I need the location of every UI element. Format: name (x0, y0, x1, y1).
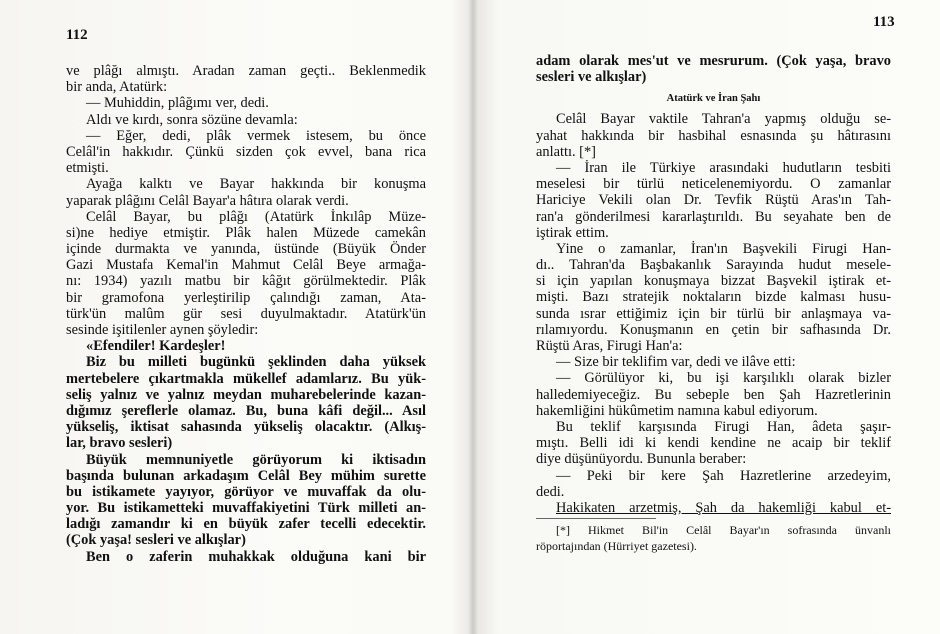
speech-line: mertebelere çıkartmakla mükellef adamlarız. Bu yük- (66, 370, 426, 387)
speech-line: lar, bravo sesleri) (66, 435, 173, 452)
text-line: mıştı. Belli idi ki kendi kendine ne acaip bir teklif (536, 435, 891, 452)
text-line: Hariciye Vekili olan Dr. Tevfik Rüştü Aras'ın Tah- (536, 192, 891, 209)
text-line: yaparak plâğını Celâl Bayar'a hâtıra olarak verdi. (66, 192, 349, 209)
section-heading: Atatürk ve İran Şahı (666, 93, 761, 105)
speech-line: seliş yalnız ve yalnız meydan muharebelerinde kazan- (66, 386, 426, 403)
speech-line: yükseliş, iktisat sahasında yükseliş olacaktır. (Alkış- (66, 419, 426, 436)
text-line: — Eğer, dedi, plâk vermek istesem, bu önce (86, 127, 426, 144)
text-line: — Size bir teklifim var, dedi ve ilâve etti: (556, 354, 796, 371)
text-line: si için yapılan konuşmaya bizzat Başvekil iştirak et- (536, 273, 891, 290)
left-page-text (66, 63, 426, 565)
text-line: sunda ısrar ettiğimiz için bir türlü bir anlaşmaya va- (536, 305, 891, 322)
text-line: Gazi Mustafa Kemal'in Mahmut Celâl Beye armağa- (66, 257, 426, 274)
text-line: ve plâğı almıştı. Aradan zaman geçti.. Beklenmedik (66, 63, 426, 79)
text-line: Hakikaten arzetmiş, Şah da hakemliği kabul et- (556, 499, 891, 516)
text-line: — Muhiddin, plâğımı ver, dedi. (86, 95, 269, 112)
text-line: Rüştü Aras, Firugi Han'a: (536, 338, 683, 354)
speech-line: adam olarak mes'ut ve mesrurum. (Çok yaşa, bravo (536, 53, 891, 69)
text-line: Aldı ve kırdı, sonra sözüne devamla: (86, 111, 298, 128)
footnote-line: röportajından (Hürriyet gazetesi). (536, 539, 697, 554)
text-line: bir anda, Atatürk: (66, 79, 168, 96)
text-line: Celâl Bayar vaktile Tahran'a yapmış olduğu se- (556, 111, 891, 128)
right-page-text (536, 53, 891, 554)
text-line: bir gramofona yerleştirilip çalındığı zaman, Ata- (66, 289, 426, 306)
text-line: — Peki bir kere Şah Hazretlerine arzedeyim, (556, 467, 891, 484)
speech-line: Biz bu milleti bugünkü şeklinden daha yüksek (86, 354, 426, 371)
text-line: ran'a gönderilmesi kararlaştırıldı. Bu seyahate ben de (536, 208, 891, 225)
footnote-line: [*] Hikmet Bil'in Celâl Bayar'ın sofrasında ünvanlı (556, 523, 891, 538)
page-number-right: 113 (873, 14, 895, 30)
text-line: mişti. Bazı stratejik noktaların bizde kalması husu- (536, 289, 891, 306)
text-line: sesinde işitilenler aynen şöyledir: (66, 322, 259, 338)
text-line: halledemiyeceğiz. Bu sebeple ben Şah Hazretlerinin (536, 386, 891, 403)
text-line: Ayağa kalktı ve Bayar hakkında bir konuşma (86, 176, 426, 193)
speech-line: sesleri ve alkışlar) (536, 69, 647, 86)
page-number-left: 112 (66, 27, 88, 43)
footnote (536, 522, 891, 554)
text-line: hakemliğini hükûmetim namına kabul ediyorum. (536, 402, 818, 419)
speech-line: yor. Bu istikametteki muvaffakiyetini Türk milleti an- (66, 500, 426, 517)
speech-line: (Çok yaşa! sesleri ve alkışlar) (66, 532, 246, 549)
text-line: — Görülüyor ki, bu işi karşılıklı olarak bizler (556, 370, 891, 387)
text-line: — İran ile Türkiye arasındaki hudutların tesbiti (556, 159, 891, 176)
text-line: Celâl Bayar, bu plâğı (Atatürk İnkılâp Müze- (86, 208, 426, 225)
text-line: nı: 1934) yazılı matbu bir kâğıt görülmektedir. Plâk (66, 273, 426, 290)
text-line: Yine o zamanlar, İran'ın Başvekili Firugi Han- (556, 240, 891, 257)
speech-line: Ben o zaferin muhakkak olduğuna kani bir (86, 548, 426, 565)
speech-line: başında bulunan arkadaşım Celâl Bey mühim surette (66, 467, 426, 484)
speech-line: dığımız şereflerle olamaz. Bu, buna kâfi değil... Asıl (66, 402, 426, 419)
speech-line: Büyük memnuniyetle görüyorum ki iktisadın (86, 451, 426, 468)
speech-line: «Efendiler! Kardeşler! (86, 338, 226, 355)
text-line: içinde durmakta ve yanında, üstünde (Büyük Önder (66, 241, 426, 258)
text-line: iştirak ettim. (536, 224, 609, 241)
footnote-divider (536, 518, 656, 519)
speech-line: bu istikamete yayıyor, görüyor ve muvaffak da olu- (66, 483, 426, 500)
text-line: türk'ün malûm gür sesi duyulmaktadır. Atatürk'ün (66, 305, 426, 322)
right-page (478, 0, 940, 634)
text-line: rılamıyordu. Konuşmanın en çetin bir safhasında Dr. (536, 321, 891, 338)
text-line: si)ne hediye etmiştir. Plâk halen Müzede camekân (66, 224, 426, 241)
text-line: Bu teklif karşısında Firugi Han, âdeta şaşır- (556, 418, 891, 435)
text-line: Celâl'in hakkıdır. Çünkü sizden çok evvel, bana rica (66, 143, 426, 160)
text-line: yahat hakkında bir hasbihal esnasında şu hâtırasını (536, 127, 891, 144)
text-line: dedi. (536, 483, 565, 500)
speech-line: ladığı zamandır ki en büyük zafer tecelli edecektir. (66, 516, 426, 533)
text-line: anlattı. [*] (536, 143, 596, 160)
text-line: meselesi bir türlü neticelenemiyordu. O zamanlar (536, 176, 891, 193)
text-line: etmişti. (66, 160, 109, 177)
text-line: dı.. Tahran'da Başbakanlık Sarayında hudut mesele- (536, 257, 891, 274)
text-line: diye düşünüyordu. Bununla beraber: (536, 451, 747, 468)
